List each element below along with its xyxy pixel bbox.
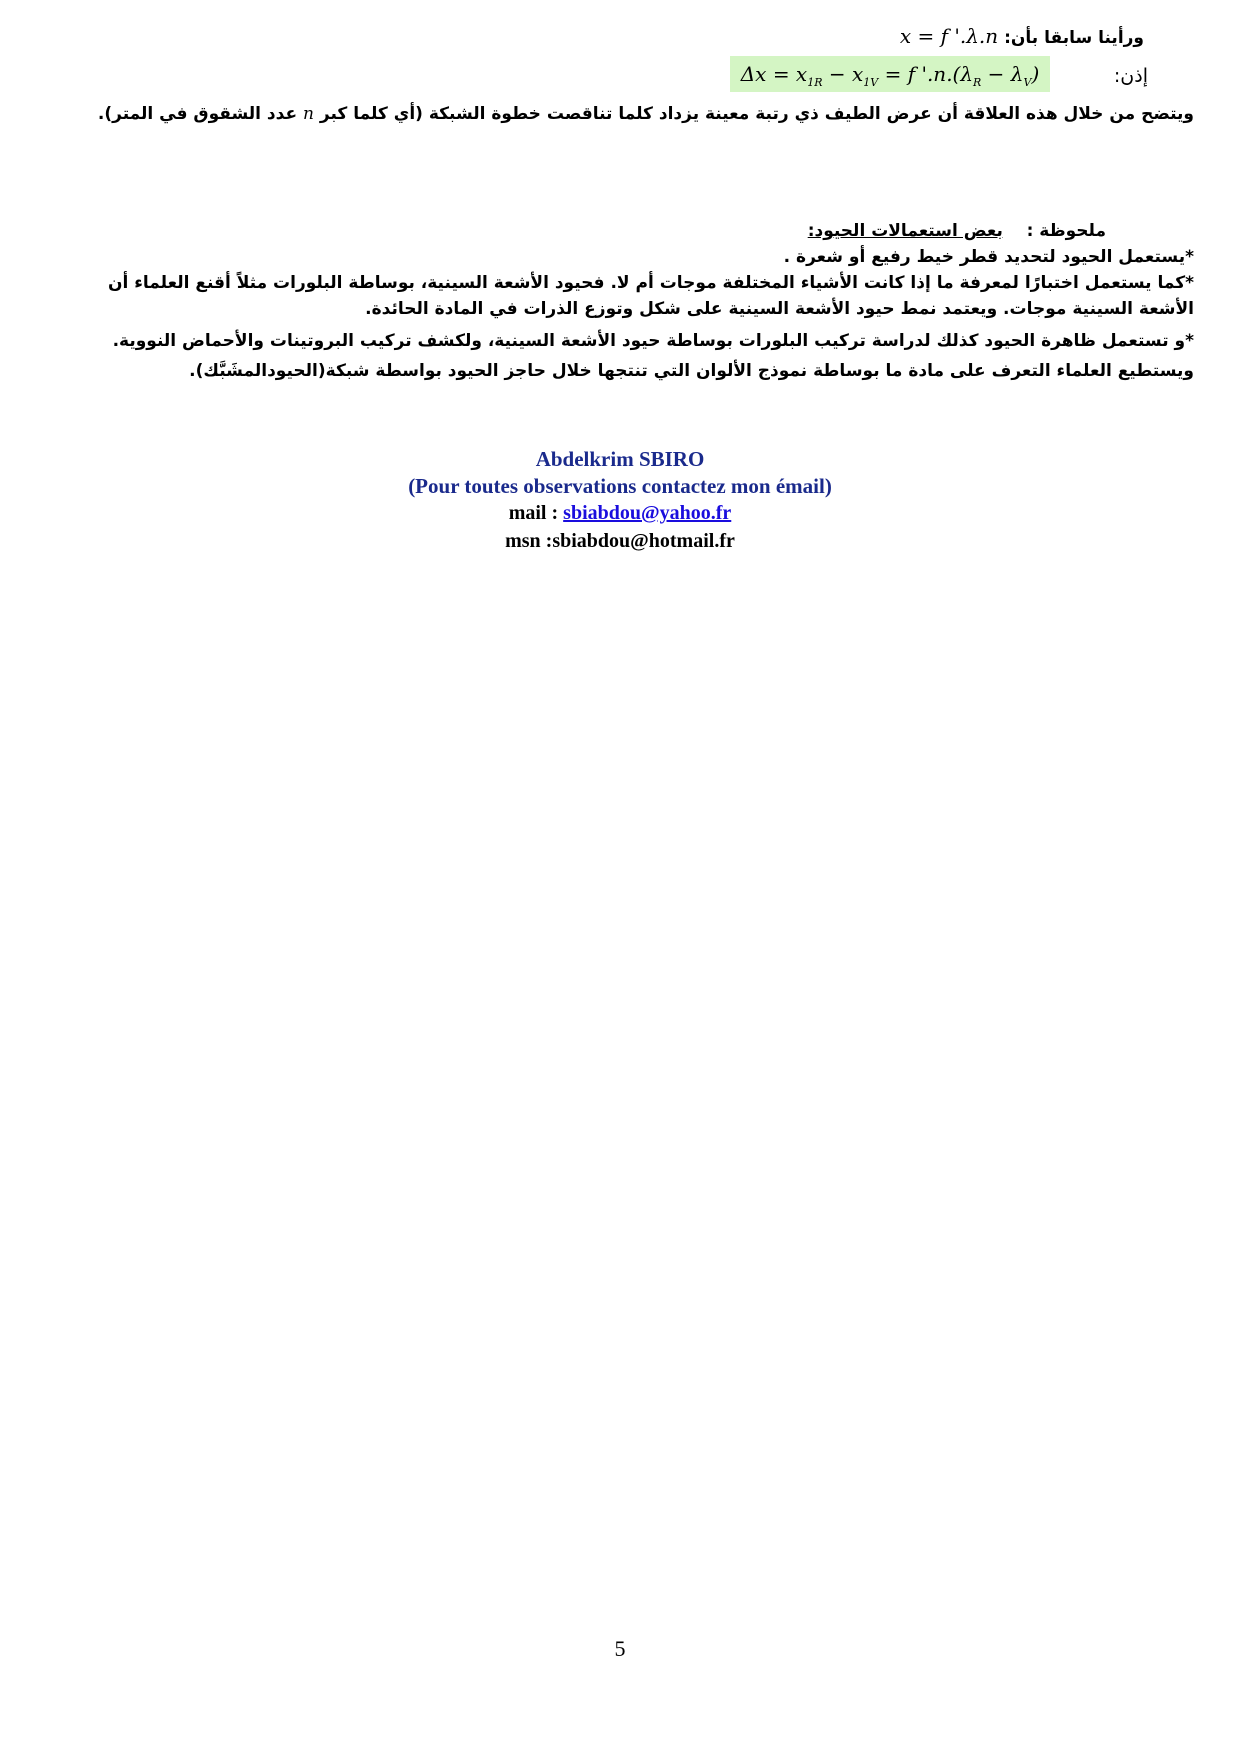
- mail-line: [0, 502, 1240, 525]
- conclusion-part1: ويتضح من خلال هذه العلاقة أن عرض الطيف ذي رتبة معينة يزداد كلما تناقصت خطوة الشبكة (أي كلما كبر: [319, 104, 1194, 124]
- mail-label: mail :: [508, 502, 564, 524]
- variable-n: n: [303, 104, 314, 124]
- previous-formula-line: [900, 24, 1144, 50]
- note-line-5: ويستطيع العلماء التعرف على مادة ما بوساطة نموذج الألوان التي تنتجها خلال حاجز الحيود بواسطة شبكة(الحيودالمشَبَّك).: [189, 361, 1194, 381]
- note-title: بعض استعمالات الحيود:: [807, 221, 1003, 241]
- note-line-1: *يستعمل الحيود لتحديد قطر خيط رفيع أو شعرة .: [783, 247, 1194, 267]
- conclusion-paragraph: [98, 102, 1194, 126]
- previous-formula: x = f '.λ.n: [899, 24, 999, 48]
- delta-x-formula: $\Delta x = x_{1R} - x_{1V} = f$ '$.n.(\lambda_R - \lambda_V)$: [730, 56, 1050, 92]
- note-line-3: الأشعة السينية موجات. ويعتمد نمط حيود الأشعة السينية على شكل وتوزع الذرات في المادة الحائدة.: [365, 299, 1194, 319]
- note-heading: [808, 219, 1106, 243]
- note-label: ملحوظة :: [1026, 221, 1106, 241]
- note-line-2: *كما يستعمل اختبارًا لمعرفة ما إذا كانت الأشياء المختلفة موجات أم لا. فحيود الأشعة السينية، بوساطة البلورات مثلاً أقنع العلماء أن: [107, 273, 1194, 293]
- therefore-label: إذن:: [1113, 65, 1148, 87]
- page-number: 5: [614, 1636, 626, 1661]
- author-name: Abdelkrim SBIRO: [535, 447, 705, 471]
- conclusion-part2: عدد الشقوق في المتر).: [97, 104, 298, 124]
- mail-link[interactable]: sbiabdou@yahoo.fr: [563, 502, 732, 524]
- note-line-4: *و تستعمل ظاهرة الحيود كذلك لدراسة تركيب البلورات بوساطة حيود الأشعة السينية، ولكشف تركيب البروتينات والأحماض النووية.: [112, 331, 1194, 351]
- contact-note: (Pour toutes observations contactez mon émail): [408, 474, 832, 498]
- msn-line: msn :sbiabdou@hotmail.fr: [505, 530, 735, 552]
- previous-label: ورأينا سابقا بأن:: [1004, 28, 1144, 48]
